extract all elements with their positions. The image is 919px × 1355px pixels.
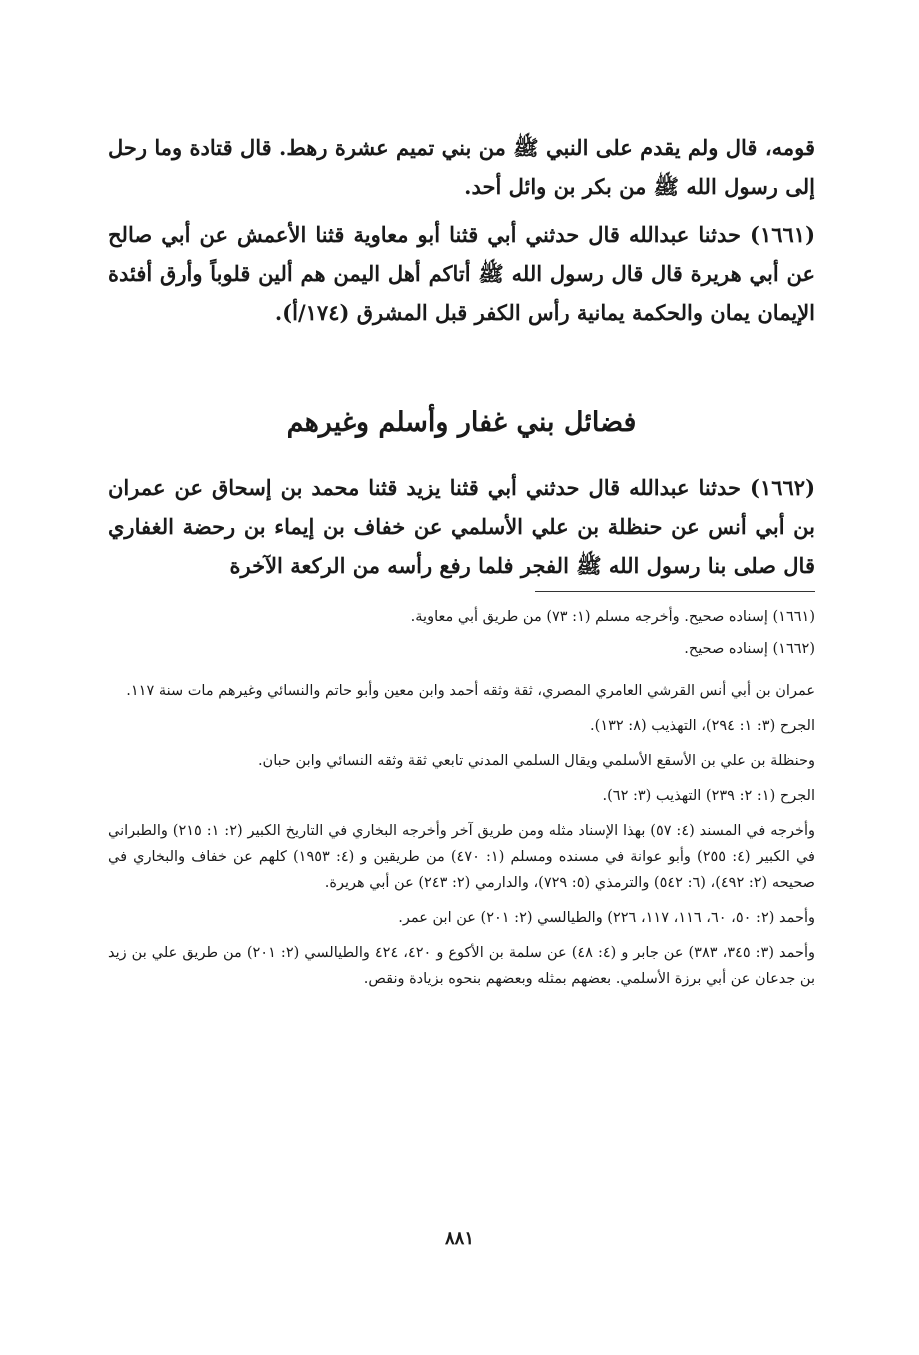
commentary-hanzala: وحنظلة بن علي بن الأسقع الأسلمي ويقال السلمي المدني تابعي ثقة وثقه النسائي وابن حبان. bbox=[257, 753, 815, 769]
hadith-1661: (١٦٦١) حدثنا عبدالله قال حدثني أبي قثنا أبو معاوية قثنا الأعمش عن أبي صالح عن أبي هريرة قال قال رسول الله ﷺ أتاكم أهل اليمن هم ألين قلوباً وأرق أفئدة الإيمان يمان والحكمة يمانية رأس الكفر قبل المشرق (١٧٤/أ). bbox=[108, 222, 815, 325]
paragraph-continuation: قومه، قال ولم يقدم على النبي ﷺ من بني تميم عشرة رهط. قال قتادة وما رحل إلى رسول الله ﷺ من بكر بن وائل أحد. bbox=[108, 135, 815, 199]
hadith-1662: (١٦٦٢) حدثنا عبدالله قال حدثني أبي قثنا يزيد قثنا محمد بن إسحاق عن عمران بن أبي أنس عن حنظلة بن علي الأسلمي عن خفاف بن إيماء بن رحضة الغفاري قال صلى بنا رسول الله ﷺ الفجر فلما رفع رأسه من الركعة الآخرة bbox=[108, 475, 815, 578]
commentary-takhrij: وأخرجه في المسند (٤: ٥٧) بهذا الإسناد مثله ومن طريق آخر وأخرجه البخاري في التاريخ الكبير (٢: ١: ٢١٥) والطبراني في الكبير (٤: ٢٥٥) وأبو عوانة في مسنده ومسلم (١: ٤٧٠) من طريقين و (٤: ١٩٥٣) كلهم عن خفاف والبخاري في صحيحه (٢: ٤٩٢)، (٦: ٥٤٢) والترمذي (٥: ٧٢٩)، والدارمي (٢: ٢٤٣) عن أبي هريرة. bbox=[108, 823, 815, 891]
commentary-jabir: وأحمد (٣: ٣٤٥، ٣٨٣) عن جابر و (٤: ٤٨) عن سلمة بن الأكوع و ٤٢٠، ٤٢٤ والطيالسي (٢: ٢٠١) من طريق علي بن زيد بن جدعان عن أبي برزة الأسلمي. بعضهم بمثله وبعضهم بنحوه بزيادة ونقص. bbox=[108, 945, 816, 987]
footnote-1662: (١٦٦٢) إسناده صحيح. bbox=[684, 641, 815, 657]
main-text-bottom bbox=[108, 468, 815, 585]
commentary-ref-1: الجرح (٣: ١: ٢٩٤)، التهذيب (٨: ١٣٢). bbox=[590, 718, 815, 734]
footnote-1661: (١٦٦١) إسناده صحيح. وأخرجه مسلم (١: ٧٣) من طريق أبي معاوية. bbox=[410, 609, 815, 625]
main-text-top bbox=[108, 128, 815, 341]
commentary-imran: عمران بن أبي أنس القرشي العامري المصري، ثقة وثقه أحمد وابن معين وأبو حاتم والنسائي وغيرهم مات سنة ١١٧. bbox=[126, 683, 815, 699]
page-number: ٨٨١ bbox=[444, 1228, 474, 1249]
footnotes-section bbox=[108, 604, 815, 1001]
section-heading: فضائل بني غفار وأسلم وغيرهم bbox=[286, 407, 637, 438]
footnote-divider bbox=[535, 591, 815, 592]
commentary-ibn-umar: وأحمد (٢: ٥٠، ٦٠، ١١٦، ١١٧، ٢٢٦) والطيالسي (٢: ٢٠١) عن ابن عمر. bbox=[398, 910, 815, 926]
commentary-ref-2: الجرح (١: ٢: ٢٣٩) التهذيب (٣: ٦٢). bbox=[602, 788, 815, 804]
